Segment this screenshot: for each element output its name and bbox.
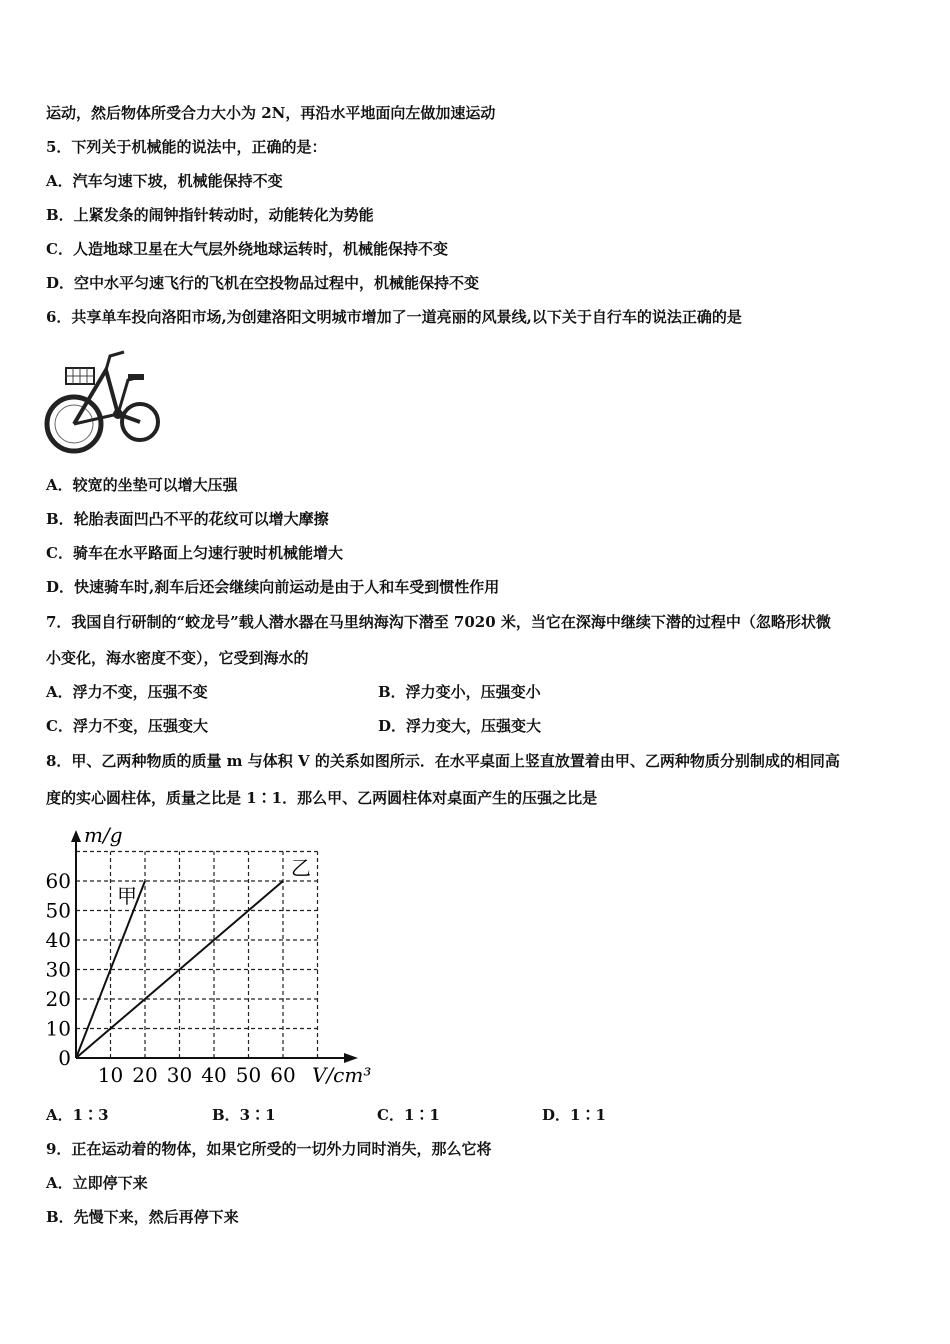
x-tick-label: 40 [201,1063,227,1087]
option-5d: D．空中水平匀速飞行的飞机在空投物品过程中，机械能保持不变 [46,274,480,292]
bicycle-icon [44,344,164,456]
question-9: 9．正在运动着的物体，如果它所受的一切外力同时消失，那么它将 [46,1140,492,1158]
x-tick-labels [98,1063,296,1087]
y-tick-labels [46,869,71,1070]
y-axis-arrow [71,830,81,842]
option-8c: C．1∶1 [377,1106,440,1124]
text-line: 运动，然后物体所受合力大小为 2N，再沿水平地面向左做加速运动 [46,104,496,122]
x-tick-label: 60 [270,1063,296,1087]
option-9b: B．先慢下来，然后再停下来 [46,1208,239,1226]
option-6a: A．较宽的坐垫可以增大压强 [46,476,238,494]
x-tick-label: 50 [235,1063,262,1087]
question-8-line-2: 度的实心圆柱体，质量之比是 1∶1．那么甲、乙两圆柱体对桌面产生的压强之比是 [46,789,598,807]
option-5b: B．上紧发条的闹钟指针转动时，动能转化为势能 [46,206,374,224]
option-6d: D．快速骑车时,刹车后还会继续向前运动是由于人和车受到惯性作用 [46,578,500,596]
series-label: 甲 [117,884,137,908]
question-7-line-2: 小变化，海水密度不变），它受到海水的 [46,649,309,667]
y-tick-label: 50 [45,898,71,923]
y-tick-label: 20 [45,987,71,1011]
option-7a: A．浮力不变，压强不变 [46,683,208,701]
mass-volume-chart [40,822,380,1090]
option-7d: D．浮力变大，压强变大 [378,717,542,735]
question-8-line-1: 8．甲、乙两种物质的质量 m 与体积 V 的关系如图所示．在水平桌面上竖直放置着由甲、乙两种物质分别制成的相同高 [46,752,840,770]
option-6c: C．骑车在水平路面上匀速行驶时机械能增大 [46,544,343,562]
y-tick-label: 0 [58,1046,71,1070]
x-tick-label: 30 [166,1063,193,1087]
x-tick-label: 10 [97,1063,124,1087]
option-7c: C．浮力不变，压强变大 [46,717,208,735]
x-tick-label: 20 [132,1063,158,1087]
y-tick-label: 10 [45,1016,71,1041]
option-5c: C．人造地球卫星在大气层外绕地球运转时，机械能保持不变 [46,240,448,258]
chart-series [76,856,311,1058]
option-5a: A．汽车匀速下坡，机械能保持不变 [46,172,283,190]
y-tick-label: 30 [45,957,71,982]
option-6b: B．轮胎表面凹凸不平的花纹可以增大摩擦 [46,510,329,528]
x-axis-arrow [344,1053,358,1063]
x-axis-label: V/cm³ [312,1063,372,1087]
y-tick-label: 60 [45,869,71,893]
question-5: 5．下列关于机械能的说法中，正确的是： [46,138,327,156]
option-7b: B．浮力变小，压强变小 [378,683,541,701]
question-6: 6．共享单车投向洛阳市场,为创建洛阳文明城市增加了一道亮丽的风景线,以下关于自行车的说法正确的是 [46,308,742,326]
series-label: 乙 [291,856,311,880]
option-8d: D．1∶1 [542,1106,606,1124]
option-8b: B．3∶1 [212,1106,276,1124]
y-tick-label: 40 [45,928,71,952]
question-7-line-1: 7．我国自行研制的“蛟龙号”载人潜水器在马里纳海沟下潜至 7020 米，当它在深海中继续下潜的过程中（忽略形状微 [46,613,831,631]
y-axis-label: m/g [84,823,123,847]
option-8a: A．1∶3 [46,1106,109,1124]
option-9a: A．立即停下来 [46,1174,148,1192]
